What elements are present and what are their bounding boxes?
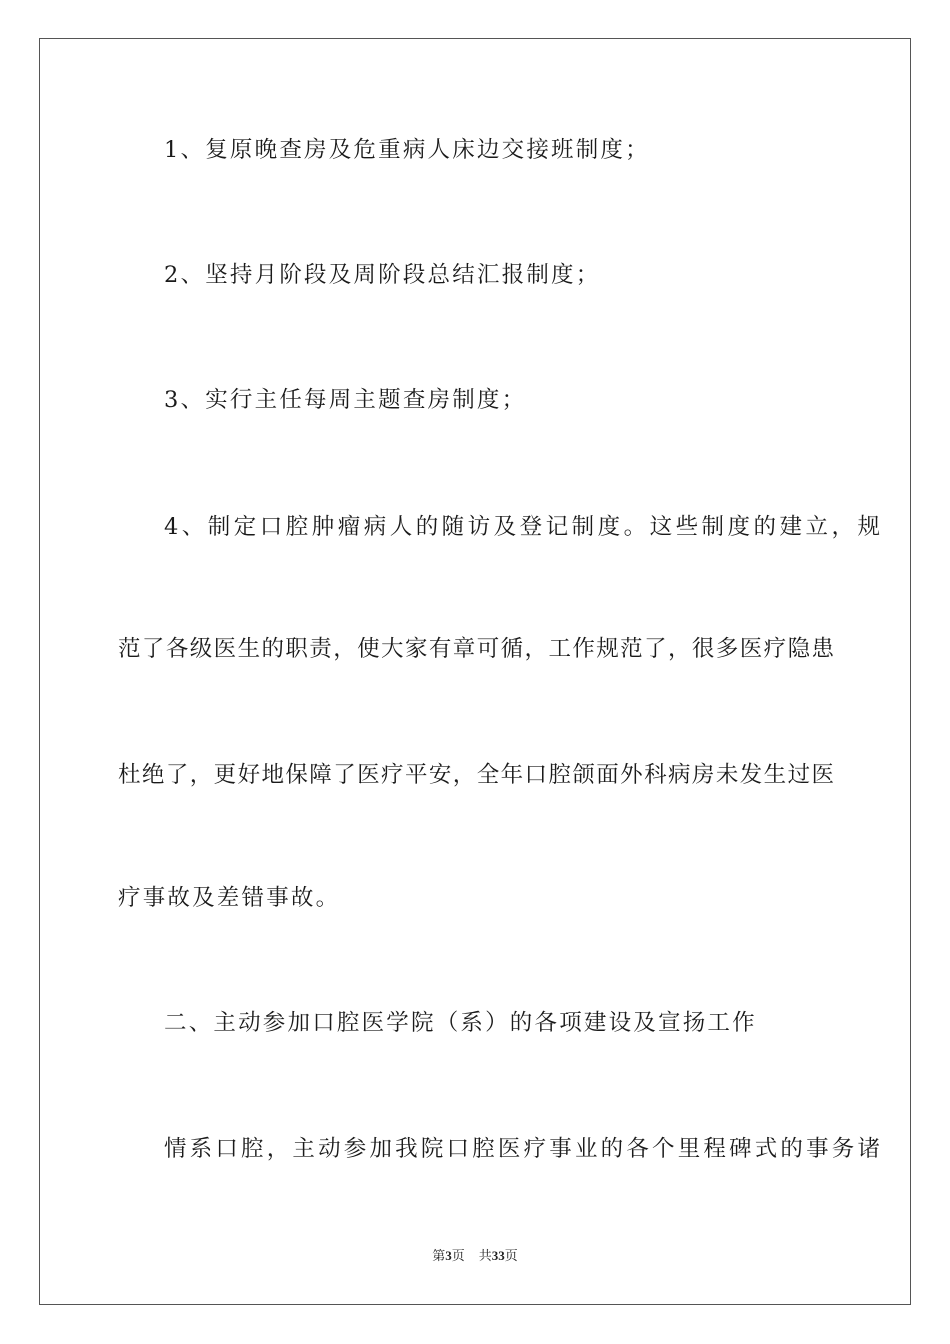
page-border bbox=[39, 38, 911, 1305]
paragraph-line-4: 4、制定口腔肿瘤病人的随访及登记制度。这些制度的建立，规 bbox=[164, 514, 880, 540]
paragraph-line-3: 3、实行主任每周主题查房制度； bbox=[164, 387, 527, 413]
paragraph-line-1: 1、复原晚查房及危重病人床边交接班制度； bbox=[164, 137, 650, 163]
paragraph-line-7: 疗事故及差错事故。 bbox=[118, 885, 341, 911]
footer-total-suffix: 页 bbox=[504, 1248, 518, 1263]
paragraph-line-9: 情系口腔，主动参加我院口腔医疗事业的各个里程碑式的事务诸 bbox=[164, 1136, 880, 1162]
paragraph-line-2: 2、坚持月阶段及周阶段总结汇报制度； bbox=[164, 262, 601, 288]
footer-page-suffix: 页 bbox=[451, 1248, 465, 1263]
footer-page-prefix: 第 bbox=[432, 1248, 446, 1263]
section-heading: 二、主动参加口腔医学院（系）的各项建设及宣扬工作 bbox=[164, 1010, 757, 1036]
paragraph-line-5: 范了各级医生的职责，使大家有章可循，工作规范了，很多医疗隐患 bbox=[118, 636, 834, 662]
footer-total-pages: 33 bbox=[491, 1248, 505, 1263]
footer-page-number: 3 bbox=[445, 1248, 452, 1263]
footer-total-prefix: 共 bbox=[478, 1248, 492, 1263]
page-footer bbox=[0, 1247, 950, 1265]
paragraph-line-6: 杜绝了，更好地保障了医疗平安，全年口腔颌面外科病房未发生过医 bbox=[118, 762, 834, 788]
